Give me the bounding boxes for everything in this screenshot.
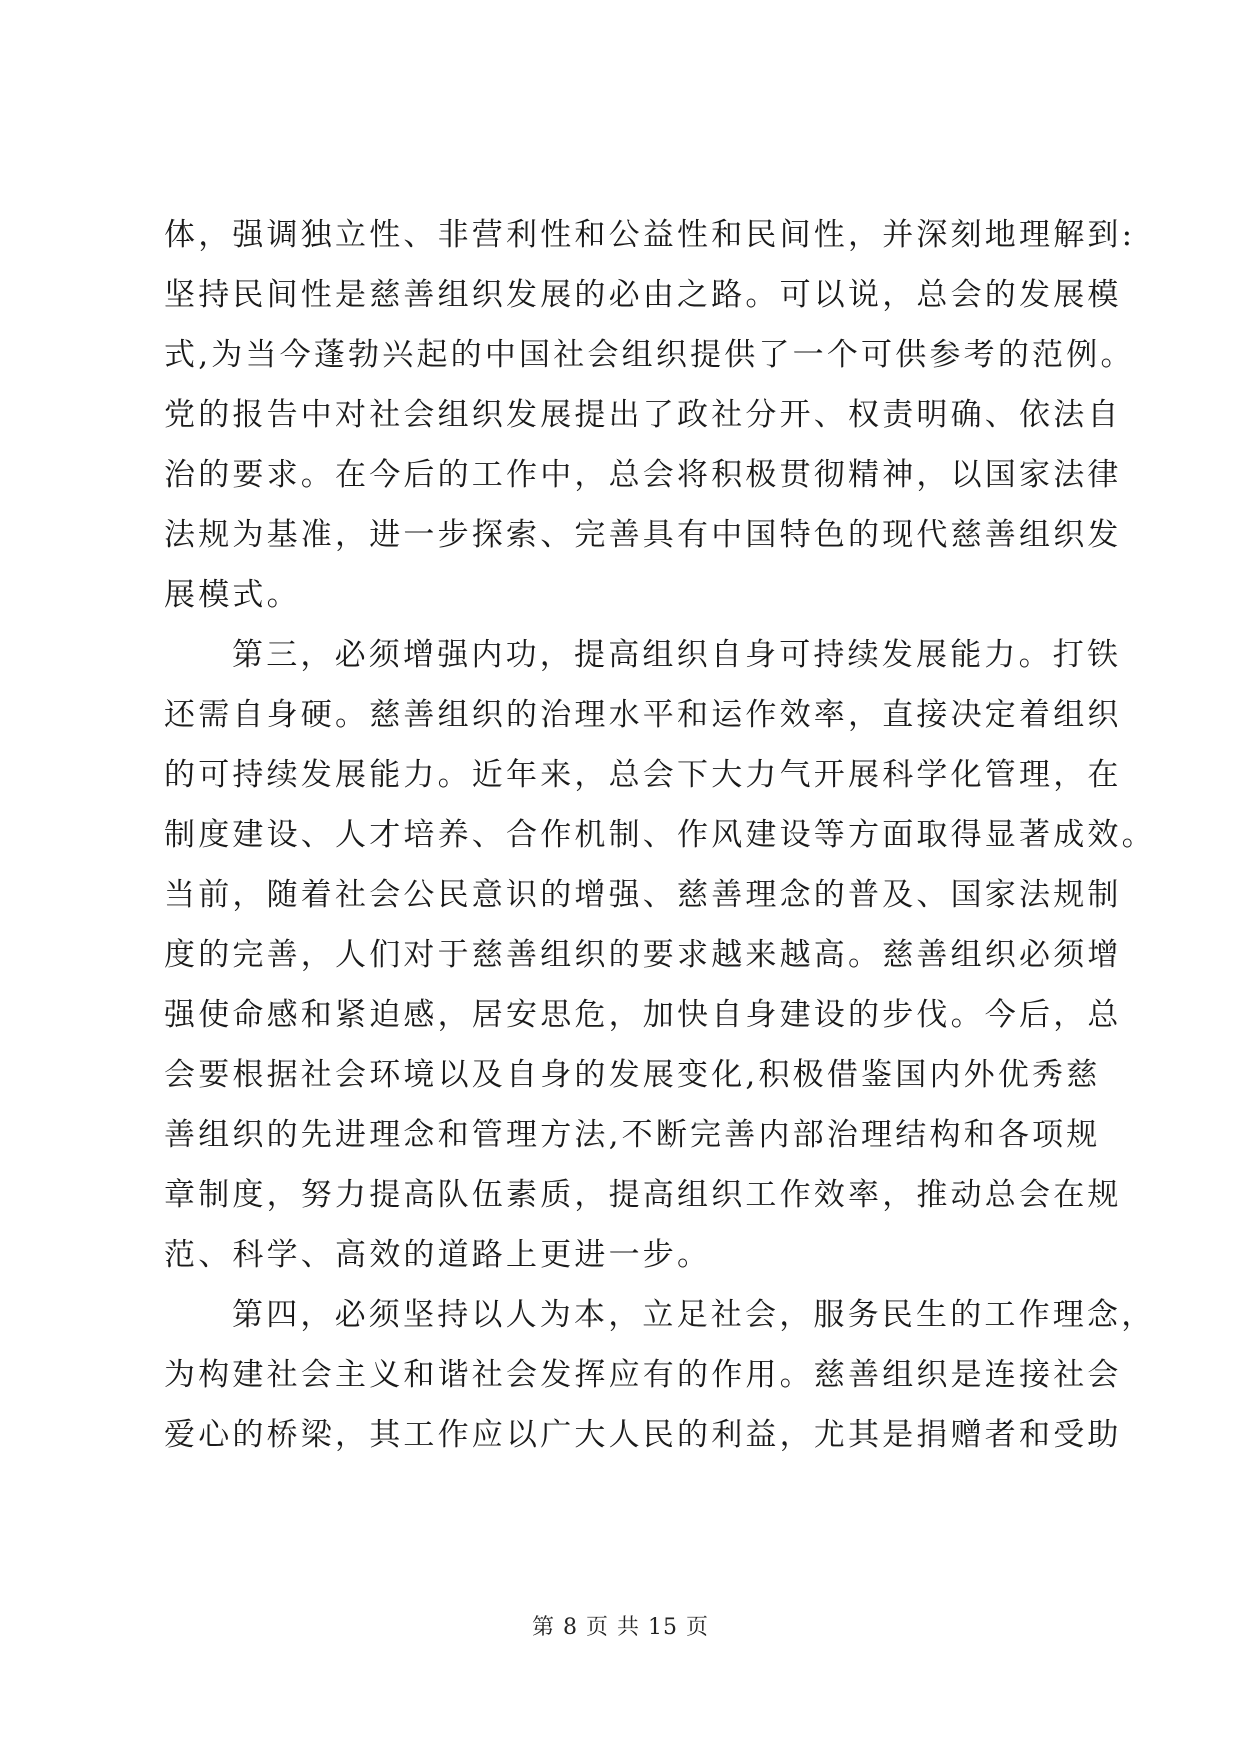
text-line: 的可持续发展能力。近年来，总会下大力气开展科学化管理，在	[164, 757, 1122, 793]
text-line: 善组织的先进理念和管理方法,不断完善内部治理结构和各项规	[164, 1117, 1101, 1153]
text-line: 强使命感和紧迫感，居安思危，加快自身建设的步伐。今后，总	[164, 997, 1122, 1033]
text-line: 还需自身硬。慈善组织的治理水平和运作效率，直接决定着组织	[164, 697, 1122, 733]
text-line: 党的报告中对社会组织发展提出了政社分开、权责明确、依法自	[164, 397, 1122, 433]
text-line: 式,为当今蓬勃兴起的中国社会组织提供了一个可供参考的范例。	[164, 337, 1135, 373]
text-line: 当前，随着社会公民意识的增强、慈善理念的普及、国家法规制	[164, 877, 1122, 913]
text-line: 为构建社会主义和谐社会发挥应有的作用。慈善组织是连接社会	[164, 1357, 1122, 1393]
paragraph-first-line: 第三，必须增强内功，提高组织自身可持续发展能力。打铁	[232, 637, 1122, 673]
paragraph-first-line: 第四，必须坚持以人为本，立足社会，服务民生的工作理念，	[232, 1297, 1156, 1333]
text-line: 会要根据社会环境以及自身的发展变化,积极借鉴国内外优秀慈	[164, 1057, 1101, 1093]
text-line: 法规为基准，进一步探索、完善具有中国特色的现代慈善组织发	[164, 517, 1122, 553]
page-number-footer: 第 8 页 共 15 页	[532, 1615, 709, 1640]
text-line: 体，强调独立性、非营利性和公益性和民间性，并深刻地理解到:	[164, 217, 1136, 253]
text-line: 坚持民间性是慈善组织发展的必由之路。可以说，总会的发展模	[164, 277, 1122, 313]
text-line: 制度建设、人才培养、合作机制、作风建设等方面取得显著成效。	[164, 817, 1156, 853]
text-line: 治的要求。在今后的工作中，总会将积极贯彻精神，以国家法律	[164, 457, 1122, 493]
body-text	[164, 205, 1156, 1465]
text-line: 展模式。	[164, 577, 301, 613]
text-line: 度的完善，人们对于慈善组织的要求越来越高。慈善组织必须增	[164, 937, 1122, 973]
text-line: 范、科学、高效的道路上更进一步。	[164, 1237, 712, 1273]
text-line: 章制度，努力提高队伍素质，提高组织工作效率，推动总会在规	[164, 1177, 1122, 1213]
text-line: 爱心的桥梁，其工作应以广大人民的利益，尤其是捐赠者和受助	[164, 1417, 1122, 1453]
